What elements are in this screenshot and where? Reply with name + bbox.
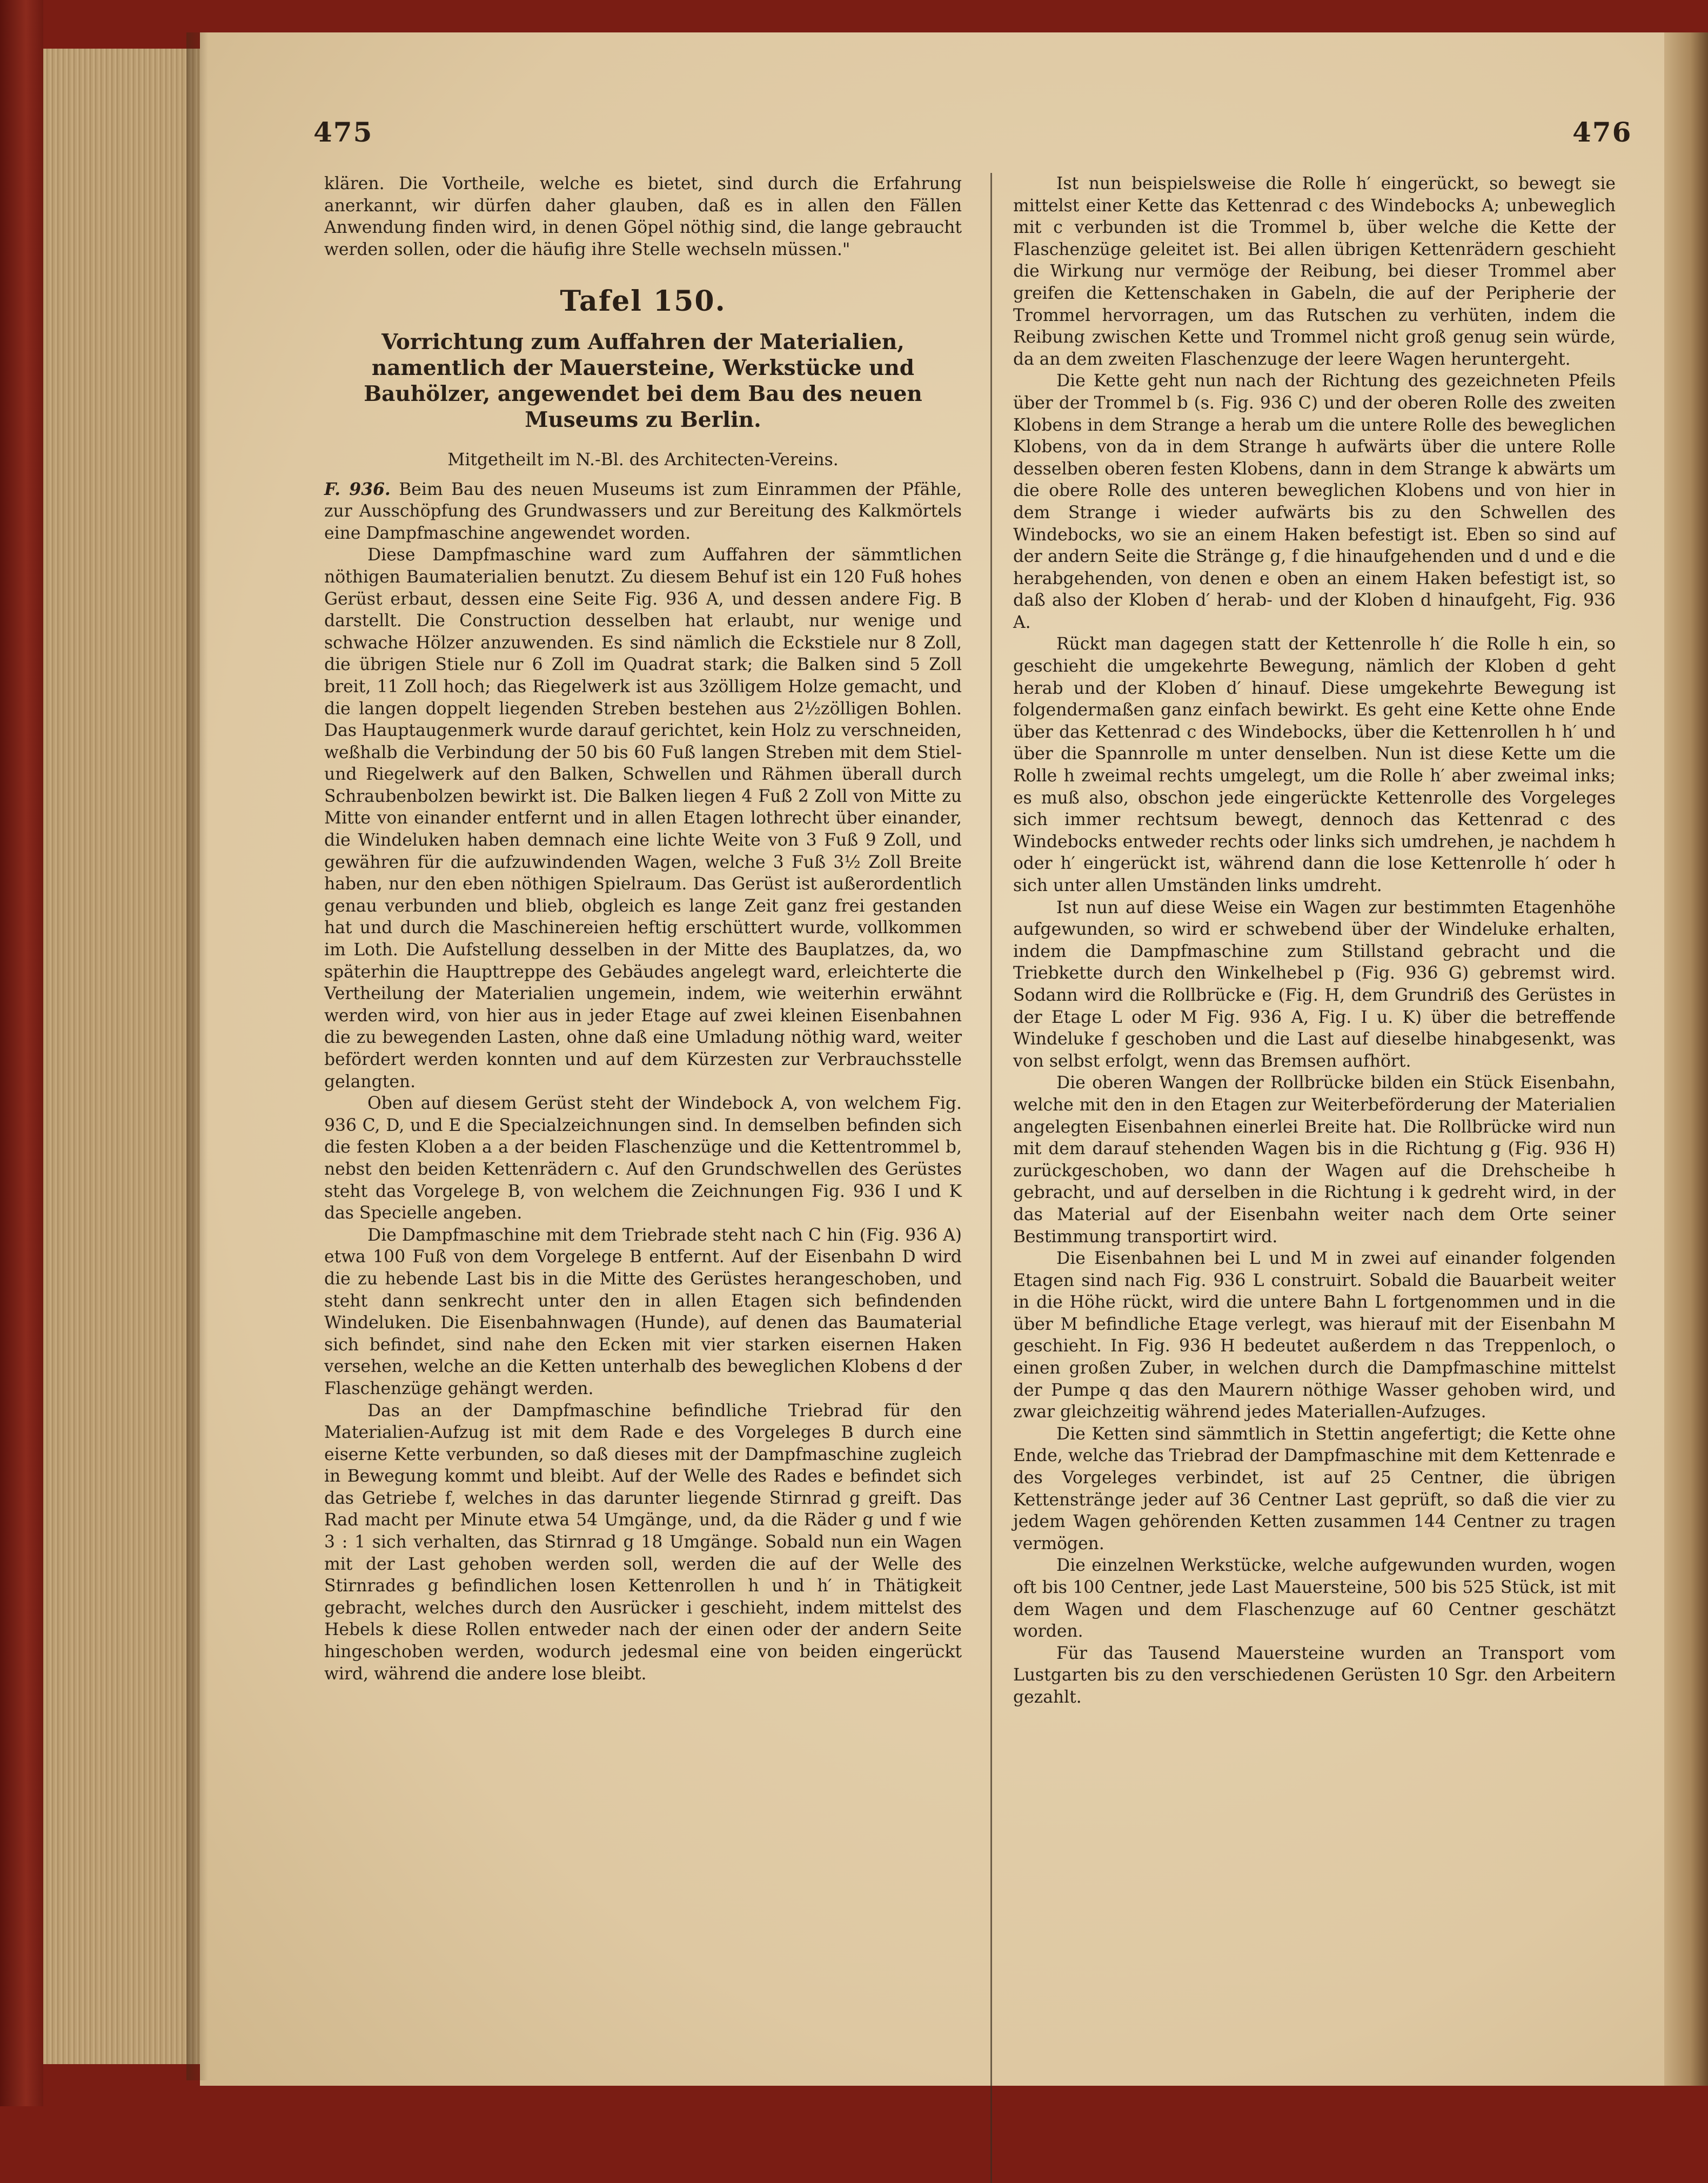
source-line: Mitgetheilt im N.-Bl. des Architecten-Vereins. xyxy=(447,450,839,470)
paragraph-8: Rückt man dagegen statt der Kettenrolle h′ die Rolle h ein, so geschieht die umgekehrte Bewegung, nämlich der Kloben d geht herab und der Kloben d′ hinauf. Diese umgekehrte Bewegung ist folgendermaßen ganz einfach bewirkt. Es geht eine Kette ohne Ende über das Kettenrad c des Windebocks, über die Kettenrollen h h′ und über die Spannrolle m unter denselben. Nun ist diese Kette um die Rolle h zweimal rechts umgelegt, um die Rolle h′ aber zweimal inks; es muß also, obschon jede eingerückte Kettenrolle des Vorgeleges sich immer rechtsum bewegt, dennoch das Kettenrad c des Windebocks entweder rechts oder links sich umdrehen, je nachdem h oder h′ eingerückt ist, während dann die lose Kettenrolle h′ oder h sich unter allen Umständen links umdreht. xyxy=(1013,634,1616,895)
paragraph-2: Diese Dampfmaschine ward zum Auffahren der sämmtlichen nöthigen Baumaterialien benutzt. Zu diesem Behuf ist ein 120 Fuß hohes Gerüst erbaut, dessen eine Seite Fig. 936 A, und dessen andere Fig. B darstellt. Die Construction desselben hat erlaubt, nur wenige und schwache Hölzer anzuwenden. Es sind nämlich die Eckstiele nur 8 Zoll, die übrigen Stiele nur 6 Zoll im Quadrat stark; die Balken sind 5 Zoll breit, 11 Zoll hoch; das Riegelwerk ist aus 3zölligem Holze gemacht, und die langen doppelt liegenden Streben bestehen aus 2½zölligen Bohlen. Das Hauptaugenmerk wurde darauf gerichtet, kein Holz zu verschneiden, weßhalb die Verbindung der 50 bis 60 Fuß langen Streben mit dem Stiel- und Riegelwerk auf den Balken, Schwellen und Rähmen überall durch Schraubenbolzen bewirkt ist. Die Balken liegen 4 Fuß 2 Zoll von Mitte zu Mitte von einander entfernt und in allen Etagen lothrecht über einander, die Windeluken haben demnach eine lichte Weite von 3 Fuß 9 Zoll, und gewähren für die aufzuwindenden Wagen, welche 3 Fuß 3½ Zoll Breite haben, nur den eben nöthigen Spielraum. Das Gerüst ist außerordentlich genau verbunden und blieb, obgleich es lange Zeit ganz frei gestanden hat und durch die Maschinereien heftig erschüttert wurde, vollkommen im Loth. Die Aufstellung desselben in der Mitte des Bauplatzes, da, wo späterhin die Haupttreppe des Gebäudes angelegt ward, erleichterte die Vertheilung der Materialien ungemein, indem, wie weiterhin erwähnt werden wird, von hier aus in jeder Etage auf zwei kleinen Eisenbahnen die zu bewegenden Lasten, ohne daß eine Umladung nöthig ward, weiter befördert werden konnten und auf dem Kürzesten zur Verbrauchsstelle gelangten. xyxy=(324,545,962,1092)
section-heading: Vorrichtung zum Auffahren der Materialien, namentlich der Mauersteine, Werkstücke und Bauhölzer, angewendet bei dem Bau des neuen Museums zu Berlin. xyxy=(364,329,922,432)
paragraph-4: Die Dampfmaschine mit dem Triebrade steht nach C hin (Fig. 936 A) etwa 100 Fuß von dem Vorgelege B entfernt. Auf der Eisenbahn D wird die zu hebende Last bis in die Mitte des Gerüstes herangeschoben, und steht dann senkrecht unter den in allen Etagen sich befindenden Windeluken. Die Eisenbahnwagen (Hunde), auf denen das Baumaterial sich befindet, sind nahe den Ecken mit vier starken eisernen Haken versehen, welche an die Ketten unterhalb des beweglichen Klobens d der Flaschenzüge gehängt werden. xyxy=(324,1225,962,1398)
paragraph-14: Für das Tausend Mauersteine wurden an Transport vom Lustgarten bis zu den verschiedenen Gerüsten 10 Sgr. den Arbeitern gezahlt. xyxy=(1013,1643,1616,1707)
spine-shadow xyxy=(186,32,208,2080)
intro-paragraph: klären. Die Vortheile, welche es bietet, sind durch die Erfahrung anerkannt, wir dürfen daher glauben, daß es in allen den Fällen Anwendung finden wird, in denen Göpel nöthig sind, die lange gebraucht werden sollen, oder die häufig ihre Stelle wechseln müssen." xyxy=(324,174,962,259)
paragraph-5: Das an der Dampfmaschine befindliche Triebrad für den Materialien-Aufzug ist mit dem Rade e des Vorgeleges B durch eine eiserne Kette verbunden, so daß dieses mit der Dampfmaschine zugleich in Bewegung kommt und bleibt. Auf der Welle des Rades e befindet sich das Getriebe f, welches in das darunter liegende Stirnrad g greift. Das Rad macht per Minute etwa 54 Umgänge, und, da die Räder g und f wie 3 : 1 sich verhalten, das Stirnrad g 18 Umgänge. Sobald nun ein Wagen mit der Last gehoben werden soll, werden die auf der Welle des Stirnrades g befindlichen losen Kettenrollen h und h′ in Thätigkeit gebracht, welches durch den Ausrücker i geschieht, indem mittelst des Hebels k diese Rollen entweder nach der einen oder der andern Seite hingeschoben werden, wodurch jedesmal eine von beiden eingerückt wird, während die andere lose bleibt. xyxy=(324,1401,962,1684)
paragraph-9: Ist nun auf diese Weise ein Wagen zur bestimmten Etagenhöhe aufgewunden, so wird er schwebend über der Windeluke erhalten, indem die Dampfmaschine zum Stillstand gebracht und die Triebkette durch den Winkelhebel p (Fig. 936 G) gebremst wird. Sodann wird die Rollbrücke e (Fig. H, dem Grundriß des Gerüstes in der Etage L oder M Fig. 936 A, Fig. I u. K) über die betreffende Windeluke f geschoben und die Last auf dieselbe hinabgesenkt, was von selbst erfolgt, wenn das Bremsen aufhört. xyxy=(1013,898,1616,1071)
column-divider xyxy=(990,173,992,2183)
paragraph-3: Oben auf diesem Gerüst steht der Windebock A, von welchem Fig. 936 C, D, und E die Specialzeichnungen sind. In demselben befinden sich die festen Kloben a a der beiden Flaschenzüge und die Kettentrommel b, nebst den beiden Kettenrädern c. Auf den Grundschwellen des Gerüstes steht das Vorgelege B, von welchem die Zeichnungen Fig. 936 I und K das Specielle angeben. xyxy=(324,1094,962,1223)
book-binding xyxy=(0,0,43,2106)
paragraph-7: Die Kette geht nun nach der Richtung des gezeichneten Pfeils über der Trommel b (s. Fig. 936 C) und der oberen Rolle des zweiten Klobens in dem Strange a herab um die untere Rolle des beweglichen Klobens, von da in dem Strange h aufwärts über die untere Rolle desselben oberen festen Klobens, dann in dem Strange k abwärts um die obere Rolle des unteren beweglichen Klobens und von hier in dem Strange i wieder aufwärts bis zu den Schwellen des Windebocks, wo sie an einem Haken befestigt ist. Eben so sind auf der andern Seite die Stränge g, f die hinaufgehenden und d und e die herabgehenden, von denen e oben an einem Haken befestigt ist, so daß also der Kloben d′ herab- und der Kloben d hinaufgeht, Fig. 936 A. xyxy=(1013,371,1616,632)
right-column xyxy=(1013,173,1616,1709)
page-number-right: 476 xyxy=(1572,116,1632,148)
paragraph-6: Ist nun beispielsweise die Rolle h′ eingerückt, so bewegt sie mittelst einer Kette das Kettenrad c des Windebocks A; unbeweglich mit c verbunden ist die Trommel b, über welche die Kette der Flaschenzüge geleitet ist. Bei allen übrigen Kettenrädern geschieht die Wirkung nur vermöge der Reibung, bei dieser Trommel aber greifen die Kettenschaken in Gabeln, die auf der Peripherie der Trommel hervorragen, um das Rutschen zu verhüten, indem die Reibung zwischen Kette und Trommel nicht groß genug sein würde, da an dem zweiten Flaschenzuge der leere Wagen heruntergeht. xyxy=(1013,174,1616,369)
paragraph-1-text: Beim Bau des neuen Museums ist zum Einrammen der Pfähle, zur Ausschöpfung des Grundwassers und zur Bereitung des Kalkmörtels eine Dampfmaschine angewendet worden. xyxy=(324,479,962,543)
page-block-edge xyxy=(43,49,200,2064)
next-page-fold xyxy=(1664,32,1708,2086)
figure-label: F. 936. xyxy=(324,479,391,499)
paragraph-12: Die Ketten sind sämmtlich in Stettin angefertigt; die Kette ohne Ende, welche das Triebrad der Dampfmaschine mit dem Kettenrade e des Vorgeleges verbindet, ist auf 25 Centner, die übrigen Kettenstränge jeder auf 36 Centner Last geprüft, so daß die vier zu jedem Wagen gehörenden Ketten zusammen 144 Centner zu tragen vermögen. xyxy=(1013,1424,1616,1553)
left-column xyxy=(324,173,962,1685)
tafel-heading: Tafel 150. xyxy=(560,285,726,318)
paragraph-10: Die oberen Wangen der Rollbrücke bilden ein Stück Eisenbahn, welche mit den in den Etagen zur Weiterbeförderung der Materialien angelegten Eisenbahnen einerlei Breite hat. Die Rollbrücke wird nun mit dem darauf stehenden Wagen bis in die Richtung g (Fig. 936 H) zurückgeschoben, wo dann der Wagen auf die Drehscheibe h gebracht, und auf derselben in die Richtung i k gedreht wird, in der das Material auf der Eisenbahn weiter nach dem Orte seiner Bestimmung transportirt wird. xyxy=(1013,1073,1616,1247)
paragraph-13: Die einzelnen Werkstücke, welche aufgewunden wurden, wogen oft bis 100 Centner, jede Last Mauersteine, 500 bis 525 Stück, ist mit dem Wagen und dem Flaschenzuge auf 60 Centner geschätzt worden. xyxy=(1013,1556,1616,1642)
page-number-left: 475 xyxy=(313,116,373,148)
paragraph-1 xyxy=(324,479,962,545)
paragraph-11: Die Eisenbahnen bei L und M in zwei auf einander folgenden Etagen sind nach Fig. 936 L construirt. Sobald die Bauarbeit weiter in die Höhe rückt, wird die untere Bahn L fortgenommen und in die über M befindliche Etage verlegt, was hierauf mit der Eisenbahn M geschieht. In Fig. 936 H bedeutet außerdem n das Treppenloch, o einen großen Zuber, in welchen durch die Dampfmaschine mittelst der Pumpe q das den Maurern nöthige Wasser gehoben wird, und zwar gleichzeitig während jedes Materiallen-Aufzuges. xyxy=(1013,1249,1616,1422)
